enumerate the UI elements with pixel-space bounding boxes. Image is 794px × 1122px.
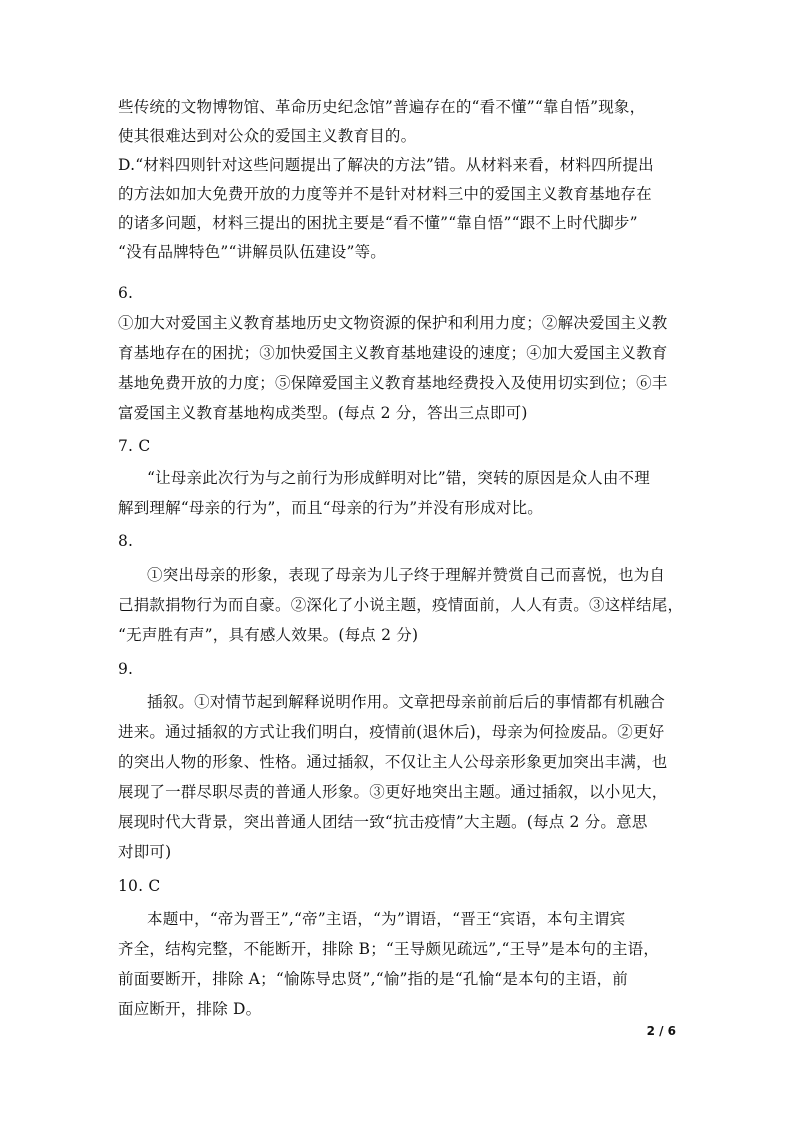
question-number: 7. C — [118, 437, 151, 455]
text-line: 齐全，结构完整，不能断开，排除 B；“王导颇见疏远”,“王导”是本句的主语， — [118, 940, 660, 958]
text-line: D.“材料四则针对这些问题提出了解决的方法”错。从材料来看，材料四所提出 — [118, 156, 654, 174]
text-line: 插叙。①对情节起到解释说明作用。文章把母亲前前后后的事情都有机融合 — [147, 693, 666, 711]
text-line: 些传统的文物博物馆、革命历史纪念馆”普遍存在的“看不懂”“靠自悟”现象， — [118, 98, 646, 116]
text-line: 展现时代大背景，突出普通人团结一致“抗击疫情”大主题。(每点 2 分。意思 — [118, 813, 648, 831]
text-line: 面应断开，排除 D。 — [118, 1000, 262, 1018]
question-number: 8. — [118, 532, 134, 550]
text-line: “无声胜有声”，具有感人效果。(每点 2 分) — [118, 626, 419, 644]
text-line: 对即可) — [118, 843, 172, 861]
text-line: 前面要断开，排除 A；“愉陈导忠贤”,“愉”指的是“孔愉“是本句的主语，前 — [118, 970, 628, 988]
text-line: 本题中，“帝为晋王”,“帝”主语，“为”谓语，“晋王“宾语，本句主谓宾 — [147, 910, 626, 928]
text-line: 使其很难达到对公众的爱国主义教育目的。 — [118, 127, 417, 145]
text-line: 的突出人物的形象、性格。通过插叙，不仅让主人公母亲形象更加突出丰满，也 — [118, 753, 668, 771]
text-line: 富爱国主义教育基地构成类型。(每点 2 分，答出三点即可) — [118, 404, 528, 422]
question-number: 10. C — [118, 877, 161, 895]
text-line: 的诸多问题，材料三提出的困扰主要是“看不懂”“靠自悟”“跟不上时代脚步” — [118, 214, 638, 232]
text-line: 育基地存在的困扰；③加快爱国主义教育基地建设的速度；④加大爱国主义教育 — [118, 344, 668, 362]
text-line: 解到理解“母亲的行为”，而且“母亲的行为”并没有形成对比。 — [118, 499, 543, 517]
question-number: 6. — [118, 284, 134, 302]
text-line: “没有品牌特色”“讲解员队伍建设”等。 — [118, 243, 386, 261]
text-line: 基地免费开放的力度；⑤保障爱国主义教育基地经费投入及使用切实到位；⑥丰 — [118, 374, 668, 392]
page-number: 2 / 6 — [646, 1024, 676, 1038]
text-line: 己捐款捐物行为而自豪。②深化了小说主题，疫情面前，人人有责。③这样结尾， — [118, 596, 684, 614]
text-line: ①突出母亲的形象，表现了母亲为儿子终于理解并赞赏自己而喜悦，也为自 — [147, 566, 666, 584]
text-line: “让母亲此次行为与之前行为形成鲜明对比”错，突转的原因是众人由不理 — [147, 469, 650, 487]
text-line: ①加大对爱国主义教育基地历史文物资源的保护和利用力度；②解决爱国主义教 — [118, 314, 668, 332]
text-line: 的方法如加大免费开放的力度等并不是针对材料三中的爱国主义教育基地存在 — [118, 185, 652, 203]
question-number: 9. — [118, 660, 134, 678]
text-line: 展现了一群尽职尽责的普通人形象。③更好地突出主题。通过插叙，以小见大， — [118, 783, 668, 801]
text-line: 进来。通过插叙的方式让我们明白，疫情前(退休后)，母亲为何捡废品。②更好 — [118, 723, 665, 741]
